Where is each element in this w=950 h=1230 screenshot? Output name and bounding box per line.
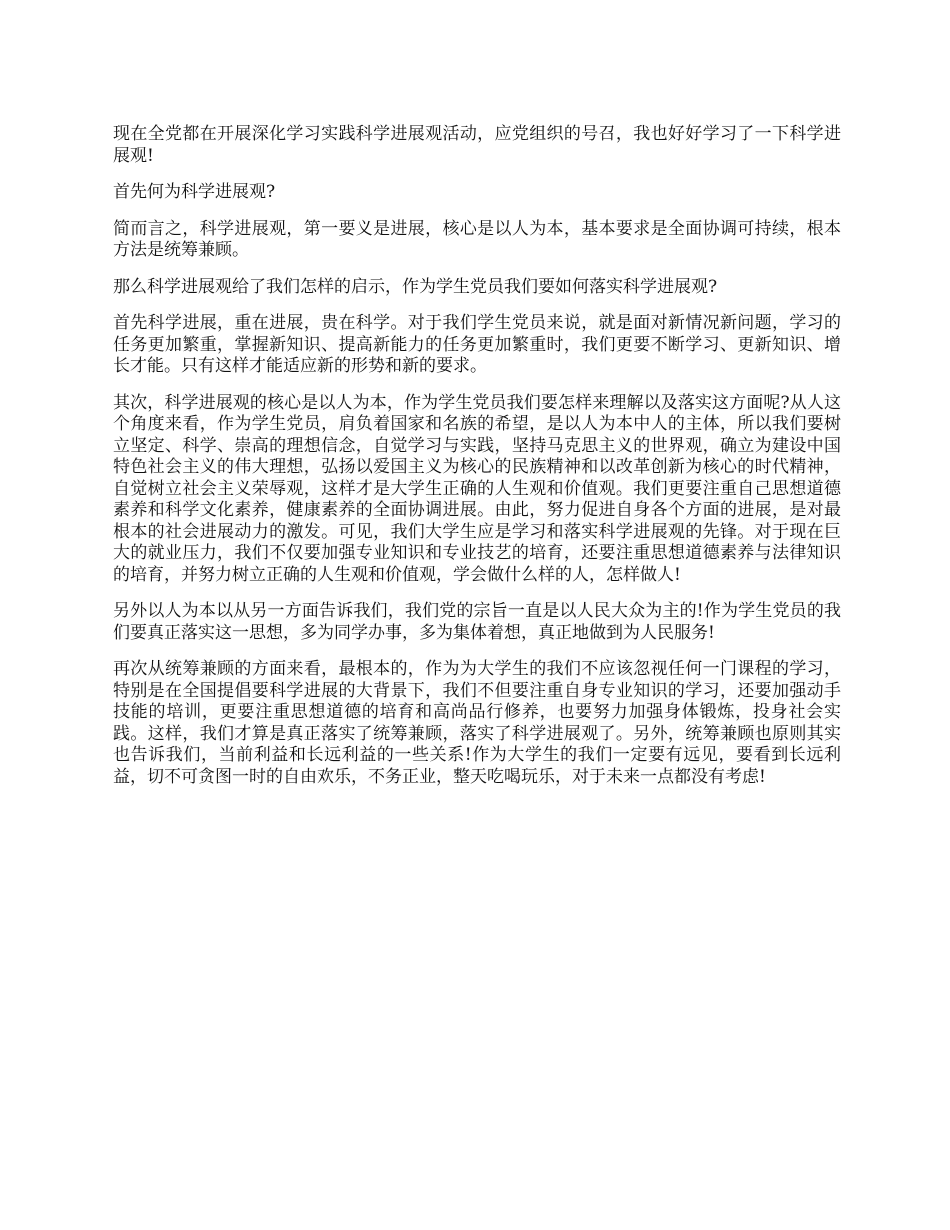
paragraph-1: 现在全党都在开展深化学习实践科学进展观活动，应党组织的号召，我也好好学习了一下科学进展观! bbox=[113, 124, 841, 166]
paragraph-7: 另外以人为本以从另一方面告诉我们，我们党的宗旨一直是以人民大众为主的!作为学生党员的我们要真正落实这一思想，多为同学办事，多为集体着想，真正地做到为人民服务! bbox=[113, 601, 841, 643]
paragraph-8: 再次从统筹兼顾的方面来看，最根本的，作为为大学生的我们不应该忽视任何一门课程的学习，特别是在全国提倡要科学进展的大背景下，我们不但要注重自身专业知识的学习，还要加强动手技能的培训，更要注重思想道德的培育和高尚品行修养，也要努力加强身体锻炼，投身社会实践。这样，我们才算是真正落实了统筹兼顾，落实了科学进展观了。另外，统筹兼顾也原则其实也告诉我们，当前利益和长远利益的一些关系!作为大学生的我们一定要有远见，要看到长远利益，切不可贪图一时的自由欢乐，不务正业，整天吃喝玩乐，对于未来一点都没有考虑! bbox=[113, 659, 841, 787]
paragraph-3: 简而言之，科学进展观，第一要义是进展，核心是以人为本，基本要求是全面协调可持续，根本方法是统筹兼顾。 bbox=[113, 218, 841, 260]
paragraph-5: 首先科学进展，重在进展，贵在科学。对于我们学生党员来说，就是面对新情况新问题，学习的任务更加繁重，掌握新知识、提高新能力的任务更加繁重时，我们更要不断学习、更新知识、增长才能。只有这样才能适应新的形势和新的要求。 bbox=[113, 313, 841, 376]
paragraph-4: 那么科学进展观给了我们怎样的启示，作为学生党员我们要如何落实科学进展观? bbox=[113, 276, 718, 297]
paragraph-6: 其次，科学进展观的核心是以人为本，作为学生党员我们要怎样来理解以及落实这方面呢?从人这个角度来看，作为学生党员，肩负着国家和名族的希望，是以人为本中人的主体，所以我们要树立坚定、科学、崇高的理想信念，自觉学习与实践，坚持马克思主义的世界观，确立为建设中国特色社会主义的伟大理想，弘扬以爱国主义为核心的民族精神和以改革创新为核心的时代精神，自觉树立社会主义荣辱观，这样才是大学生正确的人生观和价值观。我们更要注重自己思想道德素养和科学文化素养，健康素养的全面协调进展。由此，努力促进自身各个方面的进展，是对最根本的社会进展动力的激发。可见，我们大学生应是学习和落实科学进展观的先锋。对于现在巨大的就业压力，我们不仅要加强专业知识和专业技艺的培育，还要注重思想道德素养与法律知识的培育，并努力树立正确的人生观和价值观，学会做什么样的人，怎样做人! bbox=[113, 392, 841, 585]
document-body bbox=[113, 124, 841, 803]
paragraph-2: 首先何为科学进展观? bbox=[113, 182, 276, 202]
